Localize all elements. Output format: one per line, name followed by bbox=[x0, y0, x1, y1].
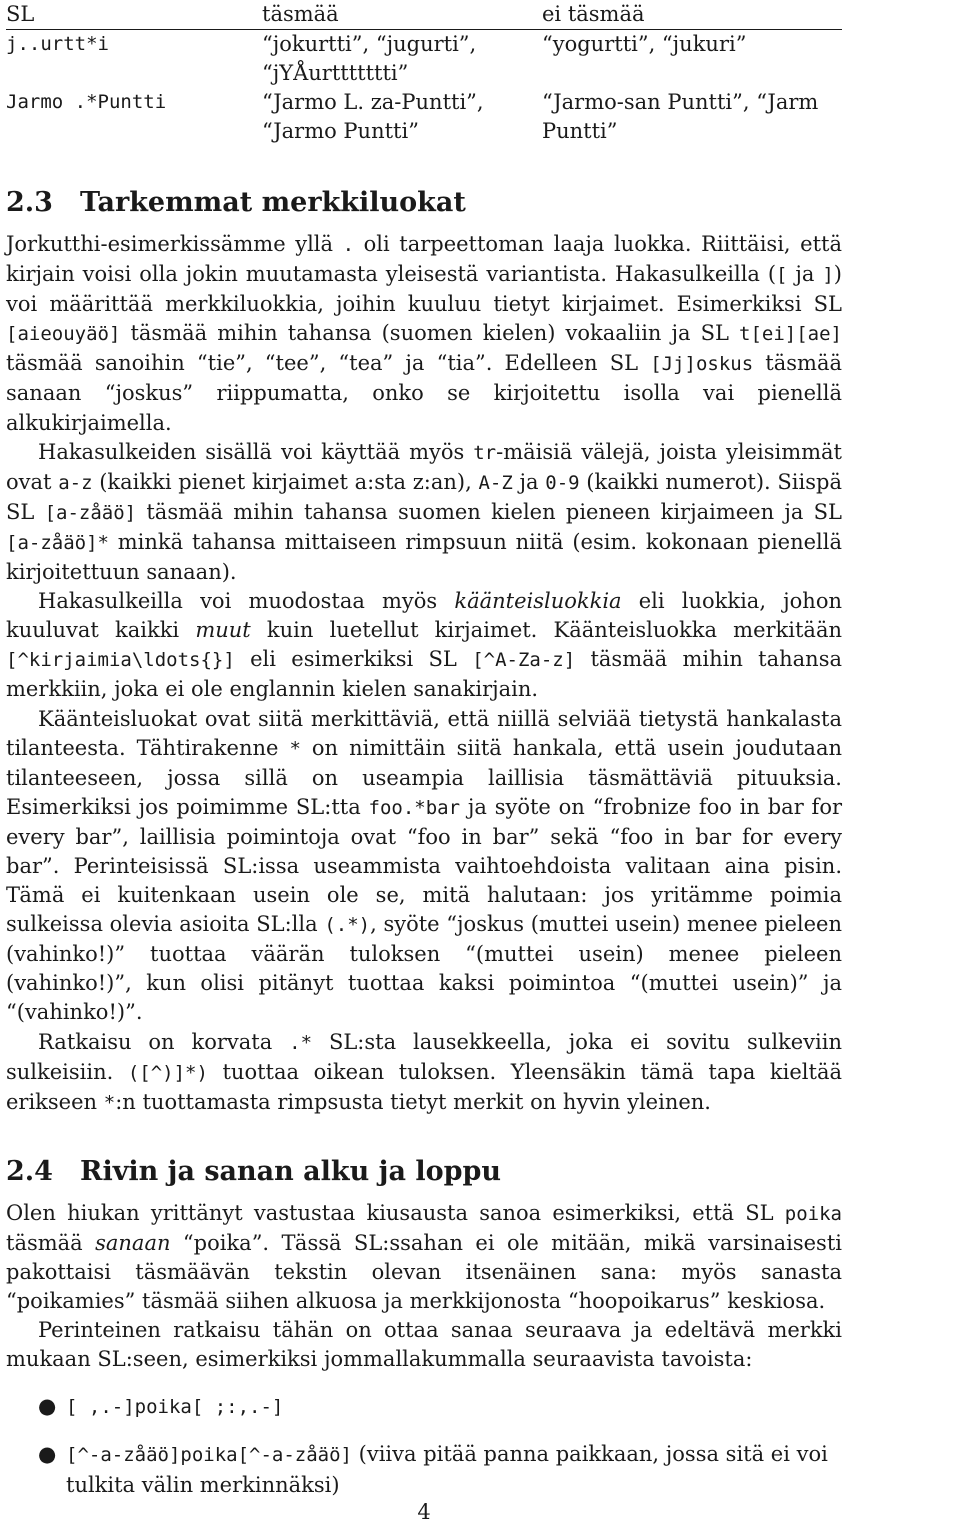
code-inline: a-z bbox=[58, 471, 93, 494]
list-item bbox=[6, 1392, 842, 1422]
text-run: -mäisiä välejä, joista yleisimmät ovat bbox=[6, 439, 842, 494]
code-inline: tr bbox=[473, 441, 497, 464]
code-inline: [a-zåäö] bbox=[44, 501, 137, 524]
text-run: Hakasulkeilla voi muodostaa myös bbox=[38, 589, 455, 614]
code-inline: * bbox=[289, 737, 301, 760]
text-run: (kaikki numerot). Siispä SL bbox=[6, 469, 842, 524]
text-run: on nimittäin siitä hankala, että usein joudutaan tilanteeseen, jossa sillä on useampia laillisia täsmättäviä pituuksia. Esimerkiksi jos poimimme SL:tta bbox=[6, 735, 842, 819]
section-heading-2-4 bbox=[6, 1155, 842, 1189]
text-run: , syöte “joskus (muttei usein) menee pieleen (vahinko!)” tuottaa väärän tuloksen “(muttei usein) menee pieleen (vahinko!)”, kun olisi pitänyt tuottaa kaksi poimintoa “(muttei usein)” ja “(vahinko!)”. bbox=[6, 912, 842, 1025]
section-title: Tarkemmat merkkiluokat bbox=[80, 187, 466, 218]
text-run: Olen hiukan yrittänyt vastustaa kiusausta sanoa esimerkiksi, että SL bbox=[6, 1200, 785, 1225]
text-run: :n tuottamasta rimpsusta tietyt merkit on hyvin yleinen. bbox=[115, 1089, 711, 1114]
table-header-row bbox=[6, 0, 842, 30]
code-inline: [Jj]oskus bbox=[650, 353, 754, 376]
code-inline: [^A-Za-z] bbox=[472, 649, 576, 672]
text-run: täsmää mihin tahansa suomen kielen pieneen kirjaimeen ja SL bbox=[136, 499, 842, 524]
bullet-icon: ● bbox=[38, 1394, 57, 1419]
text-run: täsmää mihin tahansa merkkiin, joka ei ole englannin kielen sanakirjain. bbox=[6, 647, 843, 702]
table-cell-regex: Jarmo .*Puntti bbox=[6, 91, 167, 113]
text-run: (kaikki pienet kirjaimet a:sta z:an), bbox=[92, 469, 479, 494]
paragraph bbox=[6, 587, 842, 704]
section-number: 2.3 bbox=[6, 187, 53, 218]
text-run: kuin luetellut kirjaimet. Käänteisluokka merkitään bbox=[250, 618, 842, 643]
paragraph bbox=[6, 230, 842, 438]
bullet-list bbox=[6, 1392, 842, 1499]
text-run: Perinteinen ratkaisu tähän on ottaa sanaa seuraava ja edeltävä merkki mukaan SL:seen, esimerkiksi jommallakummalla seuraavista tavoista: bbox=[6, 1318, 842, 1372]
text-run: Hakasulkeiden sisällä voi käyttää myös bbox=[38, 439, 474, 464]
section-title: Rivin ja sanan alku ja loppu bbox=[80, 1155, 501, 1187]
text-run: Käänteisluokat ovat siitä merkittäviä, että niillä selviää tietystä hankalasta tilanteesta. Tähtirakenne bbox=[6, 706, 842, 760]
code-inline: [ bbox=[776, 264, 788, 287]
table-cell-regex: j..urtt*i bbox=[6, 33, 109, 55]
code-inline: foo.*bar bbox=[368, 796, 461, 819]
table-row bbox=[6, 88, 842, 146]
header-nomatch: ei täsmää bbox=[542, 0, 842, 30]
code-inline: ([^)]*) bbox=[127, 1061, 208, 1084]
table-cell-nomatch: “Jarmo-san Puntti”, “Jarm Puntti” bbox=[542, 90, 819, 143]
code-inline: (.*) bbox=[324, 914, 371, 937]
text-run: SL:sta lausekkeella, joka ei sovitu sulkeviin sulkeisiin. bbox=[6, 1029, 843, 1084]
code-inline: . bbox=[342, 234, 355, 256]
section-body-2-3 bbox=[6, 230, 842, 1118]
text-run: eli esimerkiksi SL bbox=[234, 647, 473, 672]
text-run: täsmää sanoihin “tie”, “tee”, “tea” ja “tia”. Edelleen SL bbox=[6, 351, 651, 376]
code-inline: .* bbox=[289, 1031, 313, 1054]
code-inline: [aieouyäö] bbox=[6, 323, 121, 346]
code-inline: 0-9 bbox=[545, 471, 580, 494]
emphasis: sanaan bbox=[95, 1230, 171, 1255]
text-run: ja bbox=[512, 469, 546, 494]
section-body-2-4 bbox=[6, 1199, 842, 1500]
table-cell-match: “jokurtti”, “jugurti”, “jYÅurttttttti” bbox=[262, 32, 477, 85]
code-inline: A-Z bbox=[478, 471, 513, 494]
text-run: minkä tahansa mittaiseen rimpsuun niitä (esim. kokonaan pienellä kirjoitettuun sanaan). bbox=[6, 529, 842, 585]
text-run: tuottaa oikean tuloksen. Yleensäkin tämä tapa kieltää erikseen bbox=[6, 1059, 842, 1114]
code-inline: poika bbox=[784, 1202, 842, 1225]
paragraph bbox=[6, 1316, 842, 1374]
table-cell-nomatch: “yogurtti”, “jukuri” bbox=[542, 32, 747, 56]
list-item bbox=[6, 1440, 842, 1499]
paragraph bbox=[6, 438, 842, 587]
text-run: täsmää sanaan “joskus” riippumatta, onko se kirjoitettu isolla vai pienellä alkukirjaimella. bbox=[6, 351, 842, 435]
section-number: 2.4 bbox=[6, 1155, 53, 1187]
code-inline: [^kirjaimia\ldots{}] bbox=[6, 649, 235, 672]
text-run: ja bbox=[787, 262, 823, 287]
code-inline: * bbox=[103, 1091, 116, 1114]
text-run: täsmää mihin tahansa (suomen kielen) vokaaliin ja SL bbox=[120, 321, 740, 346]
table-row bbox=[6, 30, 842, 89]
page-number: 4 bbox=[417, 1500, 431, 1524]
code-inline: [^-a-zåäö]poika[^-a-zåäö] bbox=[66, 1444, 352, 1467]
code-inline: ] bbox=[822, 264, 834, 287]
emphasis: muut bbox=[195, 618, 251, 643]
header-match: täsmää bbox=[262, 0, 542, 30]
text-run: Jorkutthi-esimerkissämme yllä bbox=[6, 232, 343, 256]
emphasis: käänteisluokkia bbox=[454, 589, 622, 614]
text-run: (viiva pitää panna paikkaan, jossa sitä ei voi tulkita välin merkinnäksi) bbox=[66, 1442, 828, 1497]
text-run: “poika”. Tässä SL:ssahan ei ole mitään, mikä varsinaisesti pakottaisi täsmäävän tekstin olevan itsenäinen sana: myös sanasta “poikamies” täsmää siihen alkuosa ja merkkijonosta “hoopoikarus” keskiosa. bbox=[6, 1230, 842, 1314]
paragraph bbox=[6, 1028, 842, 1118]
document-page bbox=[6, 0, 842, 1500]
section-heading-2-3 bbox=[6, 186, 842, 220]
code-inline: t[ei][ae] bbox=[739, 323, 842, 346]
text-run: oli tarpeettoman laaja luokka. Riittäisi, että kirjain voisi olla jokin muutamasta yleisestä variantista. Hakasulkeilla ( bbox=[6, 232, 842, 287]
code-inline: [a-zåäö]* bbox=[6, 531, 109, 554]
paragraph bbox=[6, 705, 842, 1028]
text-run: ) voi määrittää merkkiluokkia, joihin kuuluu tietyt kirjaimet. Esimerkiksi SL bbox=[6, 262, 842, 317]
code-inline: [ ,.-]poika[ ;:,.-] bbox=[66, 1396, 284, 1419]
regex-example-table bbox=[6, 0, 842, 146]
bullet-icon: ● bbox=[38, 1442, 57, 1467]
text-run: ja syöte on “frobnize foo in bar for every bar”, laillisia poimintoja ovat “foo in bar” sekä “foo in bar for every bar”. Perinteisissä SL:issa useammista vaihtoehdoista valitaan aina pisin. Tämä ei kuitenkaan usein ole se, mitä halutaan: jos yritämme poimia sulkeissa olevia asioita SL:lla bbox=[6, 794, 843, 937]
header-sl: SL bbox=[6, 0, 262, 30]
text-run: Ratkaisu on korvata bbox=[38, 1029, 290, 1054]
table-cell-match: “Jarmo L. za-Puntti”, “Jarmo Puntti” bbox=[262, 90, 484, 143]
text-run: täsmää bbox=[6, 1230, 96, 1255]
text-run: eli luokkia, johon kuuluvat kaikki bbox=[6, 589, 842, 643]
paragraph bbox=[6, 1199, 842, 1316]
